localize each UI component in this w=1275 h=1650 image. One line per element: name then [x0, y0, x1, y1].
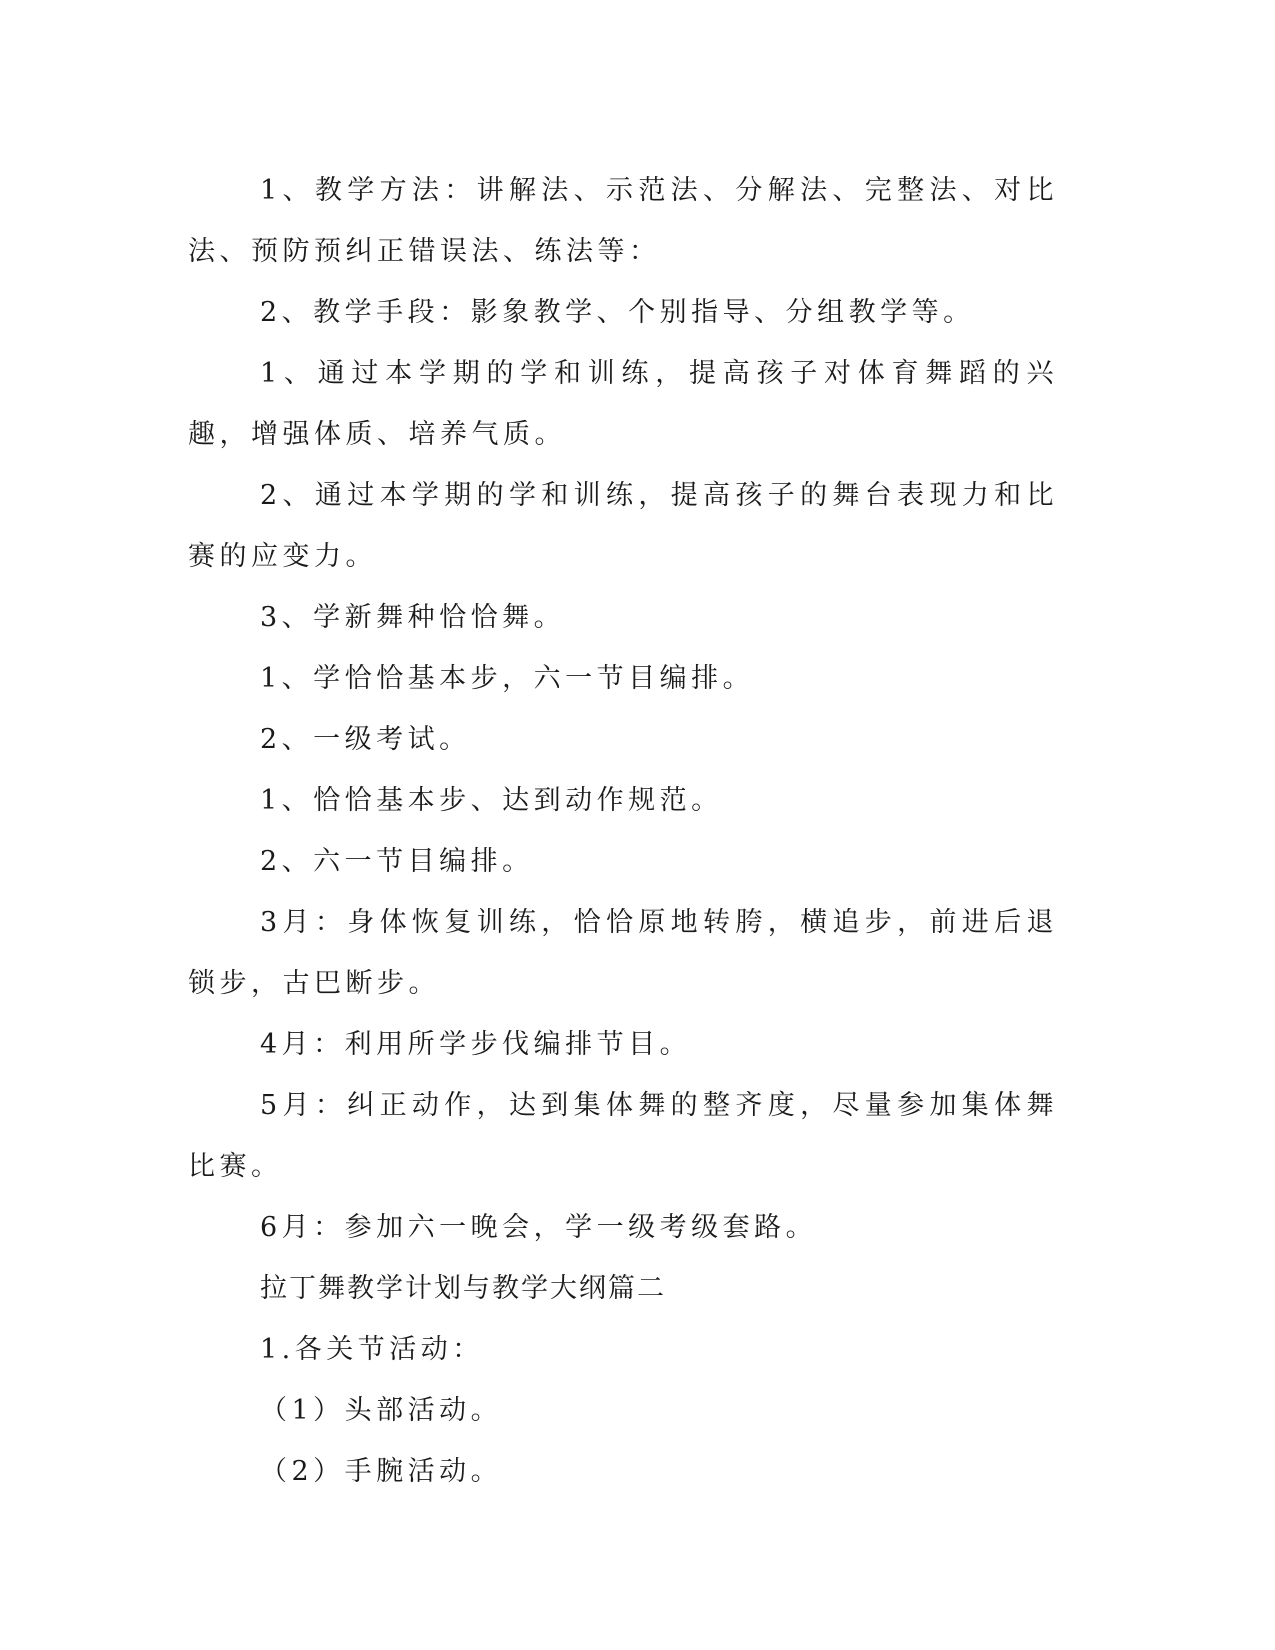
paragraph-key-basic-steps: 1、恰恰基本步、达到动作规范。 [260, 785, 723, 816]
paragraph-task-basic-steps: 1、学恰恰基本步，六一节目编排。 [260, 663, 755, 694]
document-body [188, 160, 1058, 1502]
paragraph-april: 4月：利用所学步伐编排节目。 [260, 1029, 692, 1060]
paragraph-task-exam: 2、一级考试。 [260, 724, 471, 755]
paragraph-goal-interest: 1、通过本学期的学和训练，提高孩子对体育舞蹈的兴趣，增强体质、培养气质。 [188, 358, 1058, 450]
paragraph-wrist-activity: （2）手腕活动。 [260, 1456, 503, 1487]
paragraph-teaching-means: 2、教学手段：影象教学、个别指导、分组教学等。 [260, 297, 975, 328]
section-heading: 拉丁舞教学计划与教学大纲篇二 [260, 1273, 666, 1304]
paragraph-march: 3月：身体恢复训练，恰恰原地转胯，横追步，前进后退锁步，古巴断步。 [188, 907, 1058, 999]
paragraph-june: 6月：参加六一晚会，学一级考级套路。 [260, 1212, 818, 1243]
paragraph-goal-stage: 2、通过本学期的学和训练，提高孩子的舞台表现力和比赛的应变力。 [188, 480, 1058, 572]
paragraph-goal-new-dance: 3、学新舞种恰恰舞。 [260, 602, 566, 633]
paragraph-teaching-methods: 1、教学方法：讲解法、示范法、分解法、完整法、对比法、预防预纠正错误法、练法等： [188, 175, 1058, 267]
paragraph-joint-activities: 1.各关节活动： [260, 1334, 484, 1365]
paragraph-may: 5月：纠正动作，达到集体舞的整齐度，尽量参加集体舞比赛。 [188, 1090, 1058, 1182]
paragraph-head-activity: （1）头部活动。 [260, 1395, 503, 1426]
paragraph-key-program: 2、六一节目编排。 [260, 846, 534, 877]
